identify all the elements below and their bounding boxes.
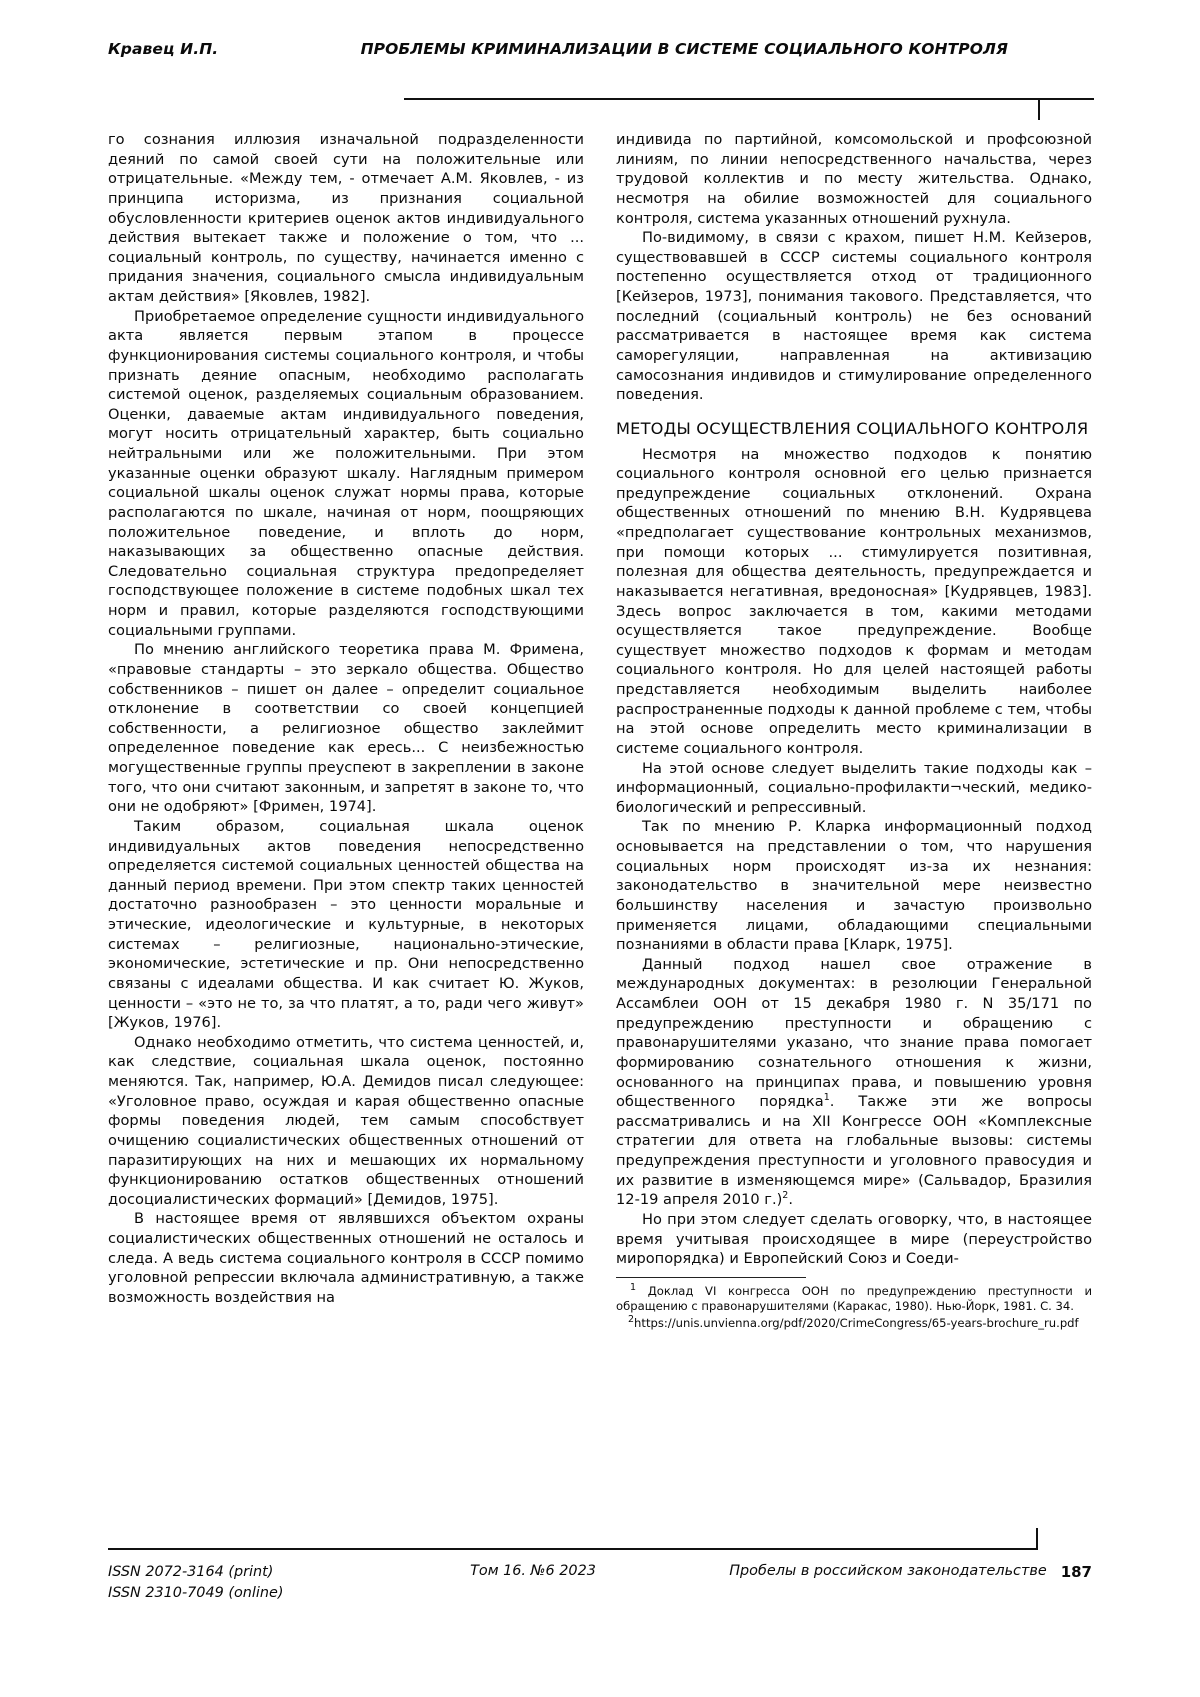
left-column xyxy=(108,130,584,1480)
paragraph: индивида по партийной, комсомольской и профсоюзной линиям, по линии непосредственного начальства, через трудовой коллектив и по месту жительства. Однако, несмотря на обилие возможностей для социального контроля, система указанных отношений рухнула. xyxy=(616,131,1092,227)
section-heading: МЕТОДЫ ОСУЩЕСТВЛЕНИЯ СОЦИАЛЬНОГО КОНТРОЛЯ xyxy=(616,418,1089,438)
paragraph: го сознания иллюзия изначальной подразделенности деяний по самой своей сути на положительные или отрицательные. «Между тем, - отмечает А.М. Яковлев, - из принципа историзма, из признания социальной обусловленности критериев оценок актов индивидуального действия вытекает также и положение о том, что ... социальный контроль, по существу, начинается именно с придания значения, социального смысла индивидуальным актам действия» [Яковлев, 1982]. xyxy=(108,131,584,305)
footnote-marker-2: 2 xyxy=(628,1314,635,1326)
paragraph: Однако необходимо отметить, что система ценностей, и, как следствие, социальная шкала оценок, постоянно меняются. Так, например, Ю.А. Демидов писал следующее: «Уголовное право, осуждая и карая общественно опасные формы поведения людей, тем самым способствует очищению социалистических общественных отношений от паразитирующих на них и мешающих их нормальному функционированию остатков общественных отношений досоциалистических формаций» [Демидов, 1975]. xyxy=(108,1033,584,1208)
page-number: 187 xyxy=(1060,1563,1092,1581)
paragraph: По-видимому, в связи с крахом, пишет Н.М. Кейзеров, существовавшей в СССР системы социального контроля постепенно осуществляется отход от традиционного [Кейзеров, 1973], понимания такового. Представляется, что последний (социальный контроль) не без оснований рассматривается в настоящее время как система саморегуляции, направленная на активизацию самосознания индивидов и стимулирование определенного поведения. xyxy=(616,229,1092,404)
journal-name: Пробелы в российском законодательстве xyxy=(729,1563,1047,1579)
paragraph: Несмотря на множество подходов к понятию социального контроля основной его целью признается предупреждение социальных отклонений. Охрана общественных отношений по мнению В.Н. Кудрявцева «предполагает существование контрольных механизмов, при помощи которых ... стимулируется позитивная, полезная для общества деятельность, предупреждается и наказывается негативная, вредоносная» [Кудрявцев, 1983]. Здесь вопрос заключается в том, какими методами осуществляется такое предупреждение. Вообще существует множество подходов к формам и методам социального контроля. Но для целей настоящей работы представляется необходимым выделить наиболее распространенные подходы к данной проблеме с тем, чтобы на этой основе определить место криминализации в системе социального контроля. xyxy=(616,445,1092,757)
issn-block xyxy=(108,1562,408,1604)
paragraph: Но при этом следует сделать оговорку, что, в настоящее время учитывая происходящее в мире (переустройство миропорядка) и Европейский Союз и Соеди- xyxy=(616,1210,1092,1268)
volume-info: Том 16. №6 2023 xyxy=(470,1563,596,1579)
paragraph-part: . xyxy=(788,1191,793,1209)
footnote-text: Доклад VI конгресса ООН по предупреждению преступности и обращению с правонарушителями (Каракас, 1980). Нью-Йорк, 1981. С. 34. xyxy=(616,1283,1092,1313)
header-running-title: ПРОБЛЕМЫ КРИМИНАЛИЗАЦИИ В СИСТЕМЕ СОЦИАЛЬНОГО КОНТРОЛЯ xyxy=(360,40,1008,58)
paragraph-with-footnote-refs xyxy=(616,955,1092,1210)
paragraph: Таким образом, социальная шкала оценок индивидуальных актов поведения непосредственно определяется системой социальных ценностей общества на данный период времени. При этом спектр таких ценностей достаточно разнообразен – это ценности моральные и этические, идеологические и культурные, в некоторых системах – религиозные, национально-этические, экономические, эстетические и пр. Они непосредственно связаны с идеалами общества. И как считает Ю. Жуков, ценности – «это не то, за что платят, а то, ради чего живут» [Жуков, 1976]. xyxy=(108,817,584,1032)
footnote-ref-1[interactable]: 1 xyxy=(823,1092,830,1104)
paragraph: На этой основе следует выделить такие подходы как – информационный, социально-профилакти¬ческий, медико-биологический и репрессивный. xyxy=(616,759,1092,816)
footnotes xyxy=(616,1281,1092,1331)
footnote-item xyxy=(616,1281,1092,1314)
paragraph-part: Данный подход нашел свое отражение в международных документах: в резолюции Генеральной Ассамблеи ООН от 15 декабря 1980 г. N 35/171 по предупреждению преступности и обращению с правонарушителями указано, что знание права помогает формированию сознательного отношения к жизни, основанного на принципах права, и повышению уровня общественного порядка xyxy=(616,955,1092,1111)
paragraph: Приобретаемое определение сущности индивидуального акта является первым этапом в процессе функционирования системы социального контроля, и чтобы признать деяние опасным, необходимо располагать системой оценок, разделяемых социальным образованием. Оценки, даваемые актам индивидуального поведения, могут носить отрицательный характер, быть социально нейтральными или же положительными. При этом указанные оценки образуют шкалу. Наглядным примером социальной шкалы оценок служат нормы права, которые располагаются по шкале, начиная от норм, поощряющих положительное поведение, и вплоть до норм, наказывающих за общественно опасные действия. Следовательно социальная структура предопределяет господствующее положение в системе подобных шкал тех норм и правил, которые разделяются господствующими социальными группами. xyxy=(108,307,584,639)
footnote-ref-2[interactable]: 2 xyxy=(782,1190,789,1202)
paragraph: По мнению английского теоретика права М. Фримена, «правовые стандарты – это зеркало общества. Общество собственников – пишет он далее – определит социальное отклонение в соответствии со своей концепцией собственности, а религиозное общество заклеймит определенное поведение как ересь... С неизбежностью могущественные группы преуспеют в закреплении в законе того, что они считают законным, и запретят в законе то, что они не одобряют» [Фримен, 1974]. xyxy=(108,641,584,816)
paragraph-part: . Также эти же вопросы рассматривались и на XII Конгрессе ООН «Комплексные стратегии для ответа на глобальные вызовы: системы предупреждения преступности и уголовного правосудия и их развитие в изменяющемся мире» (Сальвадор, Бразилия 12-19 апреля 2010 г.) xyxy=(616,1093,1092,1209)
right-column xyxy=(616,130,1092,1480)
footnote-link[interactable]: https://unis.unvienna.org/pdf/2020/CrimeCongress/65-years-brochure_ru.pdf xyxy=(634,1315,1079,1330)
header-rule xyxy=(404,98,1094,100)
page-header xyxy=(108,40,1008,58)
footnote-item xyxy=(616,1316,1092,1331)
footer-rule xyxy=(108,1548,1038,1550)
paragraph: В настоящее время от являвшихся объектом охраны социалистических общественных отношений не осталось и следа. А ведь система социального контроля в СССР помимо уголовной репрессии включала административную, а также возможность воздействия на xyxy=(108,1210,584,1306)
issn-print: ISSN 2072-3164 (print) xyxy=(108,1564,274,1580)
footnote-separator xyxy=(616,1277,806,1278)
issn-online: ISSN 2310-7049 (online) xyxy=(108,1584,284,1601)
footnote-marker-1: 1 xyxy=(630,1281,637,1293)
page-footer xyxy=(108,1562,1092,1604)
header-rule-tick xyxy=(1038,98,1040,120)
footer-rule-tick xyxy=(1036,1528,1038,1550)
paragraph: Так по мнению Р. Кларка информационный подход основывается на представлении о том, что нарушения социальных норм происходят из-за их незнания: законодательство в значительной мере неизвестно большинству населения и зачастую произвольно применяется лицами, обладающими специальными познаниями в области права [Кларк, 1975]. xyxy=(616,818,1092,954)
article-columns xyxy=(108,130,1092,1480)
header-author: Кравец И.П. xyxy=(108,40,219,58)
